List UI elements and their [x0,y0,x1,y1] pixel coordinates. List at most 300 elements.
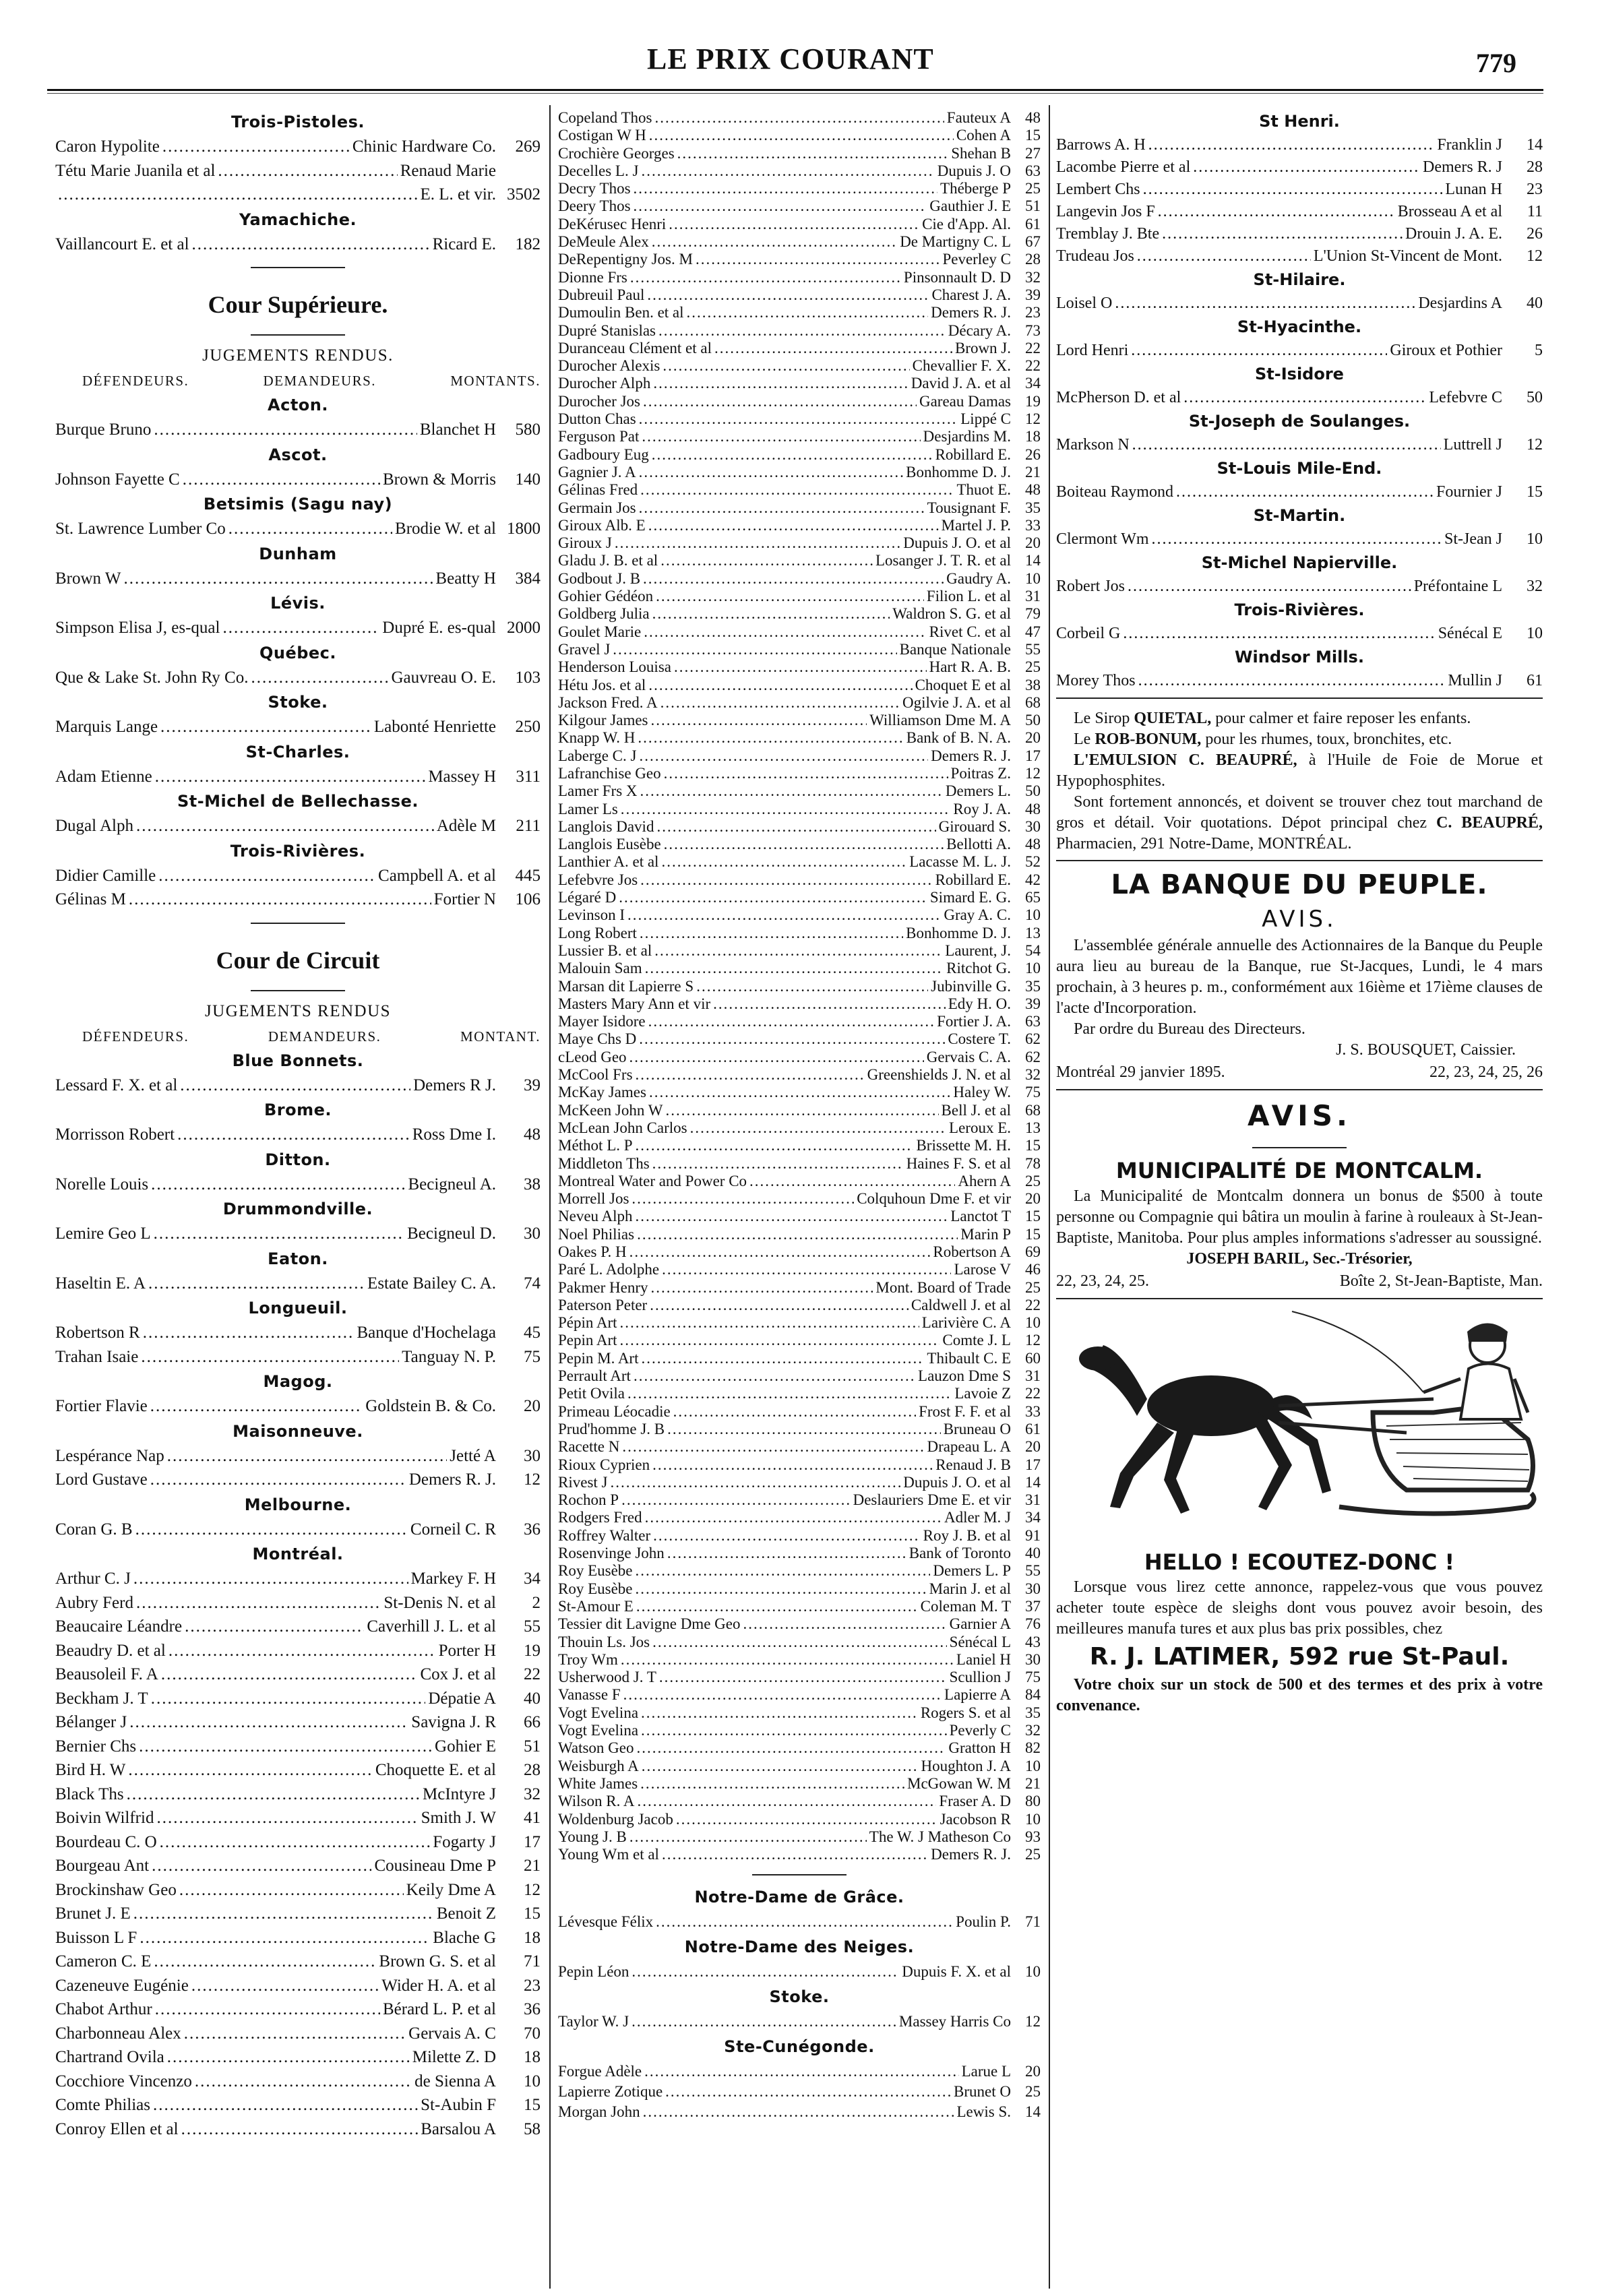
leader-dots [649,1084,950,1101]
judgment-row [55,715,541,739]
defendant: Lussier B. et al [558,941,652,959]
defendant: Corbeil G [1056,625,1121,642]
court-heading: Cour de Circuit [216,946,380,974]
rule [1056,697,1543,699]
sleigh-illustration [1056,1305,1543,1547]
plaintiff: Drouin J. A. E. [1405,225,1502,243]
defendant: Forgue Adèle [558,2063,642,2080]
amount: 40 [1527,294,1543,312]
defendant: Goldberg Julia [558,605,650,623]
advertisement-bank [1056,867,1543,1084]
leader-dots [637,1793,936,1810]
defendant: Barrows A. H [1056,136,1146,154]
leader-dots [664,836,944,853]
amount: 39 [1025,995,1041,1012]
judgment-row [558,765,1041,782]
leader-dots [662,1261,951,1278]
leader-dots [660,694,900,712]
plaintiff: Fortier N [433,890,496,908]
judgment-row [1056,623,1543,645]
leader-dots [129,888,431,912]
judgment-row [55,1272,541,1296]
amount: 445 [515,866,541,885]
judgment-row [558,853,1041,871]
town-heading: Trois-Rivières. [230,841,366,861]
defendant: Brown W [55,569,121,588]
amount: 25 [1025,1278,1041,1296]
amount: 22 [1025,357,1041,375]
judgment-row [55,418,541,442]
judgment-row [558,801,1041,818]
defendant: Watson Geo [558,1739,634,1757]
judgment-row [1056,576,1543,598]
plaintiff: Savigna J. R [411,1713,496,1731]
defendant: Giroux J [558,534,612,552]
plaintiff: Lanctot T [950,1208,1011,1225]
court-heading: Cour Supérieure. [208,291,388,318]
leader-dots [1162,223,1403,245]
plaintiff: Desjardins M. [923,428,1011,445]
amount: 35 [1025,499,1041,516]
plaintiff: Cie d'App. Al. [922,215,1011,232]
judgment-row [55,2045,541,2070]
judgment-row [558,1190,1041,1208]
leader-dots [1131,340,1387,362]
judgment-row [558,1119,1041,1137]
town-heading: Stoke. [769,1987,830,2007]
leader-dots [185,1615,364,1639]
judgment-row [55,159,541,183]
plaintiff: Greenshields J. N. et al [867,1066,1011,1084]
leader-dots [634,180,938,197]
amount: 15 [1527,483,1543,501]
judgment-row [55,1663,541,1687]
leader-dots [641,1704,918,1722]
town-heading: Melbourne. [244,1495,352,1514]
leader-dots [133,1902,434,1926]
judgment-row [558,410,1041,428]
leader-dots [251,666,389,690]
leader-dots [642,1758,919,1775]
leader-dots [167,2045,410,2070]
horse-sleigh-image [1056,1305,1543,1547]
judgment-row [55,2070,541,2094]
leader-dots [645,1509,942,1526]
leader-dots [1193,156,1420,179]
defendant: Tétu Marie Juanila et al [55,161,216,180]
judgment-row [558,552,1041,569]
amount: 12 [524,1470,541,1489]
plaintiff: Rivet C. et al [929,623,1011,640]
amount: 14 [1527,136,1543,154]
plaintiff: Lippé C [960,410,1011,428]
judgment-row [55,666,541,690]
ad-text: L'EMULSION C. BEAUPRÉ, [1074,751,1297,769]
defendant: cLeod Geo [558,1048,627,1065]
leader-dots [167,1444,448,1468]
header-rule [47,89,1543,91]
amount: 74 [524,1274,541,1293]
leader-dots [621,1651,954,1669]
amount: 55 [524,1617,541,1636]
rule [251,267,345,268]
leader-dots [648,677,912,694]
amount: 33 [1025,516,1041,534]
judgment-row [1056,179,1543,201]
leader-dots [636,1598,918,1615]
leader-dots [1137,245,1311,268]
plaintiff: Filion L. et al [926,588,1011,605]
judgment-row [558,322,1041,340]
amount: 32 [524,1785,541,1803]
plaintiff: Scullion J [949,1669,1011,1686]
amount [496,159,541,183]
judgment-row [558,340,1041,357]
notice-heading: AVIS. [1248,1099,1351,1132]
amount: 10 [524,2072,541,2090]
defendant: Vaillancourt E. et al [55,235,189,253]
plaintiff: Giroux et Pothier [1390,342,1502,359]
plaintiff: Jacobson R [940,1810,1011,1828]
leader-dots [58,183,418,207]
defendant: Langlois David [558,817,654,835]
amount: 68 [1025,693,1041,711]
plaintiff: Larivière C. A [921,1314,1011,1332]
defendant: Kilgour James [558,712,648,729]
column-right [1056,109,1543,1716]
plaintiff: Peverley C [942,251,1011,268]
town-heading: Maisonneuve. [233,1421,363,1441]
amount: 22 [1025,1385,1041,1402]
amount: 17 [1025,747,1041,764]
judgment-row [558,1137,1041,1154]
plaintiff: Comte J. L [942,1332,1011,1349]
leader-dots [177,1123,410,1147]
leader-dots [1123,623,1435,645]
defendant: Rodgers Fred [558,1509,642,1526]
plaintiff: McIntyre J [423,1785,496,1803]
judgment-row [558,889,1041,906]
defendant: White James [558,1774,638,1792]
defendant: Robertson R [55,1324,140,1342]
amount: 65 [1025,889,1041,906]
plaintiff: Lefebvre C [1429,389,1502,406]
signature: JOSEPH BARIL, Sec.-Trésorier, [1186,1250,1413,1268]
advertisement-sleighs [1056,1547,1543,1716]
judgment-row [558,251,1041,268]
judgment-row [558,605,1041,623]
defendant: Didier Camille [55,866,156,885]
amount: 71 [524,1952,541,1971]
plaintiff: Williamson Dme M. A [869,712,1011,729]
judgment-row [55,1806,541,1830]
plaintiff: Haines F. S. et al [906,1154,1011,1172]
plaintiff: Adèle M [436,817,496,835]
defendant: Paterson Peter [558,1296,648,1313]
plaintiff: Ross Dme I. [412,1125,496,1144]
amount: 69 [1025,1243,1041,1260]
judgment-row [558,712,1041,729]
defendant: Boiteau Raymond [1056,483,1173,501]
defendant: McPherson D. et al [1056,389,1181,406]
judgment-row [558,960,1041,977]
judgment-row [55,1854,541,1878]
amount: 58 [524,2119,541,2138]
plaintiff: Banque Nationale [899,640,1011,658]
amount: 19 [524,1641,541,1660]
judgment-row [558,747,1041,765]
ad-heading: HELLO ! ECOUTEZ-DONC ! [1144,1549,1455,1575]
ad-paragraph: L'assemblée générale annuelle des Actionnaires de la Banque du Peuple aura lieu au bureau de la Banque, rue St-Jacques, Lundi, le 4 mars prochain, à 3 heures p. m., conformément aux 16ième et 17ième clauses de l'acte d'Incorporation. [1056,937,1543,1017]
plaintiff: Brodie W. et al [395,520,496,538]
amount: 61 [1025,215,1041,232]
defendant: Rioux Cyprien [558,1456,650,1473]
leader-dots [621,1491,851,1509]
amount: 3502 [507,185,541,204]
town-heading: Ascot. [268,445,328,464]
judgment-row [1056,134,1543,156]
leader-dots [140,1926,430,1950]
defendant: Laberge C. J [558,747,637,764]
amount: 34 [524,1570,541,1588]
town-heading: Drummondville. [222,1200,373,1218]
leader-dots [615,534,900,552]
town-heading: Windsor Mills. [1235,648,1364,666]
amount: 36 [524,2000,541,2018]
plaintiff: Hart R. A. B. [929,658,1011,676]
amount: 10 [1025,1810,1041,1828]
plaintiff: Haley W. [953,1084,1011,1101]
defendant: Racette N [558,1438,620,1456]
leader-dots [156,1806,418,1830]
defendant: Dutton Chas [558,410,636,428]
leader-dots [627,906,941,924]
defendant: Clermont Wm [1056,530,1149,548]
judgment-row [55,1974,541,1998]
plaintiff: Gaudry A. [946,569,1011,587]
town-heading: Ditton. [265,1150,331,1169]
plaintiff: Massey H [428,767,496,786]
plaintiff: Luttrell J [1443,436,1502,454]
plaintiff: Robillard E. [935,445,1011,463]
amount: 84 [1025,1686,1041,1704]
leader-dots [634,197,927,215]
town-heading: St-Charles. [245,742,350,762]
defendant: Vanasse F [558,1686,621,1704]
leader-dots [642,428,920,445]
leader-dots [639,499,925,517]
amount: 20 [1025,2063,1041,2080]
leader-dots [150,1468,406,1492]
amount: 14 [1025,2103,1041,2121]
defendant: Comte Philias [55,2096,150,2114]
plaintiff: Lewis S. [956,2103,1011,2121]
page-title: LE PRIX COURANT [647,42,934,75]
judgment-row [55,1321,541,1345]
plaintiff: Gervais C. A. [926,1048,1011,1065]
ad-text: pour calmer et faire reposer les enfants. [1211,710,1471,727]
plaintiff: Jubinville G. [931,977,1011,995]
defendant: Pepin Art [558,1332,617,1349]
judgment-row [558,1811,1041,1828]
defendant: Deery Thos [558,197,631,215]
plaintiff: de Sienna A [414,2072,496,2090]
defendant: McKay James [558,1084,646,1101]
leader-dots [184,2022,406,2046]
defendant: Giroux Alb. E [558,516,646,534]
defendant: Morgan John [558,2103,640,2121]
leader-dots [629,1243,931,1261]
plaintiff: Franklin J [1437,136,1502,154]
plaintiff: Bank of B. N. A. [906,729,1011,747]
ad-paragraph [1056,750,1543,792]
plaintiff: E. L. et vir. [420,185,496,204]
amount: 30 [524,1224,541,1243]
judgment-row [558,1421,1041,1438]
amount: 67 [1025,233,1041,251]
judgment-row [55,1758,541,1782]
column-heading: DEMANDEURS. [263,373,377,389]
plaintiff: Estate Bailey C. A. [367,1274,496,1293]
judgment-row [558,1634,1041,1651]
plaintiff: Brissette M. H. [916,1137,1011,1154]
leader-dots [640,925,903,942]
date: Montréal 29 janvier 1895. [1056,1063,1225,1081]
amount: 15 [1025,1225,1041,1243]
plaintiff: Sénécal L [949,1633,1011,1650]
judgment-row [55,135,541,159]
leader-dots [696,251,940,268]
leader-dots [643,570,944,588]
amount: 103 [515,668,541,687]
amount: 37 [1025,1597,1041,1615]
defendant: St-Amour E [558,1597,634,1615]
plaintiff: Ogilvie J. A. et al [902,693,1011,711]
defendant: Taylor W. J [558,2013,629,2030]
amount: 1800 [507,520,541,538]
judgment-row [558,1562,1041,1580]
amount: 62 [1025,1030,1041,1048]
defendant: Beaudry D. et al [55,1641,166,1660]
judgment-row [55,517,541,541]
judgment-row [55,183,541,207]
leader-dots [1128,576,1411,598]
judgment-row [558,1846,1041,1863]
defendant: Roy Eusèbe [558,1580,633,1597]
defendant: Brunet J. E [55,1904,131,1923]
defendant: McKeen John W [558,1101,663,1119]
plaintiff: Houghton J. A [921,1757,1011,1774]
plaintiff: Martel J. P. [941,516,1011,534]
judgment-row [1056,292,1543,315]
plaintiff: Garnier A [949,1615,1011,1633]
judgment-row [1056,387,1543,409]
leader-dots [218,159,397,183]
defendant: Petit Ovila [558,1385,625,1402]
judgment-row [558,942,1041,960]
judgment-row [558,464,1041,481]
leader-dots [636,1562,931,1580]
defendant: Lessard F. X. et al [55,1076,178,1094]
leader-dots [667,1545,906,1562]
leader-dots [1183,387,1426,409]
plaintiff: Robertson A [933,1243,1011,1260]
plaintiff: Bérard L. P. et al [382,2000,496,2018]
amount: 20 [1025,1190,1041,1208]
defendant: Lefebvre Jos [558,871,638,888]
issue-numbers: 22, 23, 24, 25. [1056,1272,1149,1290]
leader-dots [180,1074,410,1098]
leader-dots [714,340,952,357]
judgment-row [558,1491,1041,1509]
ad-paragraph [1056,729,1543,750]
ad-text: pour les rhumes, toux, bronchites, etc. [1201,731,1452,748]
judgment-row [558,499,1041,517]
amount: 41 [524,1809,541,1827]
judgment-row [55,1950,541,1974]
address-line [1056,1270,1543,1293]
judgment-row [55,2022,541,2046]
defendant: Masters Mary Ann et vir [558,995,711,1012]
judgment-row [558,729,1041,747]
defendant: Arthur C. J [55,1570,131,1588]
plaintiff: Peverly C [949,1722,1011,1739]
amount: 61 [1527,672,1543,689]
defendant: Durocher Alexis [558,357,660,375]
amount: 15 [524,1904,541,1923]
leader-dots [155,765,426,789]
judgment-row [558,1030,1041,1048]
defendant: Morrisson Robert [55,1125,175,1144]
amount: 18 [524,1928,541,1947]
defendant: Godbout J. B [558,569,641,587]
plaintiff: Tousignant F. [927,499,1011,516]
defendant: Tessier dit Lavigne Dme Geo [558,1615,741,1633]
judgment-row [558,1775,1041,1793]
defendant: Germain Jos [558,499,636,516]
judgment-row [55,1735,541,1759]
judgment-row [1056,245,1543,268]
defendant: Bernier Chs [55,1737,137,1756]
judgment-row [558,871,1041,889]
amount: 384 [515,569,541,588]
plaintiff: Choquet E et al [915,676,1011,693]
amount: 32 [1025,1722,1041,1739]
plaintiff: Décary A. [948,321,1011,339]
amount: 10 [1025,1314,1041,1332]
plaintiff: Fortier J. A. [937,1013,1011,1030]
column-divider [549,105,551,2289]
plaintiff: Larose V [954,1261,1011,1278]
plaintiff: Demers R. J. [931,747,1011,764]
leader-dots [1132,434,1441,456]
leader-dots [653,1527,920,1545]
amount: 32 [1025,268,1041,286]
leader-dots [143,1321,355,1345]
plaintiff: Brown G. S. et al [379,1952,496,1971]
defendant: Aubry Ferd [55,1593,133,1612]
plaintiff: Demers R. J [1423,158,1502,176]
plaintiff: Charest J. A. [931,286,1011,303]
plaintiff: Gervais A. C [408,2024,496,2043]
amount: 23 [524,1976,541,1995]
amount: 10 [1025,569,1041,587]
defendant: Méthot L. P [558,1137,633,1154]
defendant: Hétu Jos. et al [558,676,646,693]
defendant: Lemire Geo L [55,1224,151,1243]
merchant-name: R. J. LATIMER, 592 rue St-Paul. [1089,1643,1510,1671]
town-heading: Stoke. [268,693,328,712]
